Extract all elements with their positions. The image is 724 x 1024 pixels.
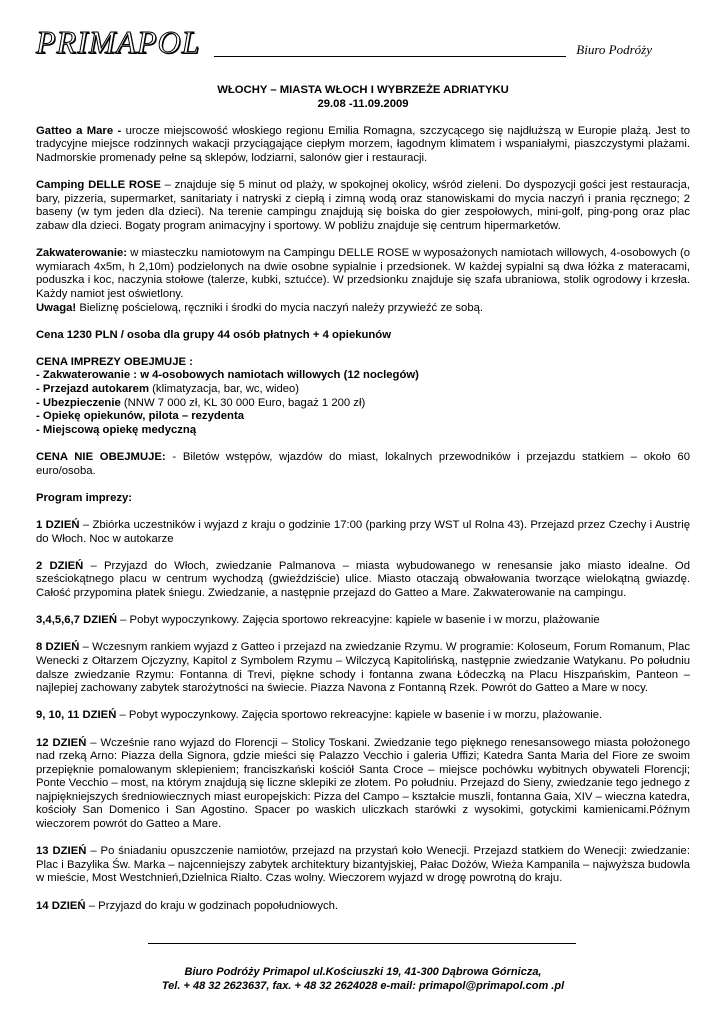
day-label: 8 DZIEŃ	[36, 641, 80, 654]
list-item	[36, 424, 690, 438]
letterhead	[36, 24, 656, 60]
day-text: – Przyjazd do kraju w godzinach popołudniowych.	[85, 899, 339, 912]
header-agency-label: Biuro Podróży	[576, 42, 652, 57]
intro-bold: Gatteo a Mare -	[36, 124, 122, 137]
camping-text: – znajduje się 5 minut od plaży, w spokojnej okolicy, wśród zieleni. Do dyspozycji gości jest restauracja, bary, pizzeria, supermarket, sanitariaty i natryski z ciepłą i zimną wodą oraz stanowiskami do mycia naczyń i prania ręcznego; 2 baseny (w tym jeden dla dzieci). Na terenie campingu znajdują się boiska do gier zespołowych, mini-golf, ping-pong oraz plac zabaw dla dzieci. Bogaty program animacyjny i sportowy. W pobliżu znajduje się centrum hipermarketów.	[36, 179, 690, 232]
accommodation-text: w miasteczku namiotowym na Campingu DELLE ROSE w wyposażonych namiotach willowych, 4-osobowych (o wymiarach 4x5m, h 2,10m) podzielonych na dwie osobne sypialnie i przedsionek. W każdej sypialni są dwa łóżka z materacami, poduszka i koc, naczynia stołowe (talerze, kubki, sztućce). W przedsionku znajduje się szafa ubraniowa, stolik ogrodowy i krzesła. Każdy namiot jest oświetlony.	[36, 247, 690, 300]
excludes-paragraph	[36, 451, 690, 478]
day-paragraph	[36, 709, 690, 723]
item-bold: - Przejazd autokarem	[36, 383, 150, 396]
list-item	[36, 369, 690, 383]
accommodation-paragraph	[36, 247, 690, 315]
day-paragraph	[36, 519, 690, 546]
camping-paragraph	[36, 179, 690, 233]
item-text: (NNW 7 000 zł, KL 30 000 Euro, bagaż 1 200 zł)	[120, 396, 366, 409]
header-rule	[214, 56, 566, 57]
camping-bold: Camping DELLE ROSE	[36, 179, 161, 192]
day-paragraph	[36, 737, 690, 832]
includes-heading-text: CENA IMPREZY OBEJMUJE :	[36, 355, 193, 368]
item-bold: - Ubezpieczenie	[36, 396, 121, 409]
title-dates: 29.08 -11.09.2009	[317, 97, 409, 110]
includes-list	[36, 369, 690, 437]
price-text: Cena 1230 PLN / osoba dla grupy 44 osób płatnych + 4 opiekunów	[36, 328, 391, 341]
day-text: – Po śniadaniu opuszczenie namiotów, przejazd na przystań koło Wenecji. Przejazd statkiem do Wenecji: zwiedzanie: Plac i Bazylika Św. Marka – najcenniejszy zabytek architektury bizantyjskiej, Pałac Dożów, Wieża Kampanila – najwyższa budowla w mieście, Most Westchnień,Dzielnica Rialto. Czas wolny. Wieczorem wyjazd w drogę powrotną do kraju.	[36, 845, 690, 885]
footer-rule	[148, 943, 576, 944]
day-label: 9, 10, 11 DZIEŃ	[36, 709, 117, 722]
day-label: 13 DZIEŃ	[36, 845, 87, 858]
day-text: – Zbiórka uczestników i wyjazd z kraju o godzinie 17:00 (parking przy WST ul Rolna 43). Przejazd przez Czechy i Austrię do Włoch. Noc w autokarze	[36, 519, 690, 545]
item-bold: - Miejscową opiekę medyczną	[36, 423, 197, 436]
item-bold: - Opiekę opiekunów, pilota – rezydenta	[36, 410, 244, 423]
day-text: – Pobyt wypoczynkowy. Zajęcia sportowo rekreacyjne: kąpiele w basenie i w morzu, plażowanie.	[116, 709, 603, 722]
excludes-bold: CENA NIE OBEJMUJE:	[36, 451, 166, 464]
list-item	[36, 397, 690, 411]
day-paragraph	[36, 614, 690, 628]
excludes-text: - Biletów wstępów, wjazdów do miast, lokalnych przewodników i przejazdu statkiem – około 60 euro/osoba.	[36, 451, 690, 477]
list-item	[36, 383, 690, 397]
day-label: 3,4,5,6,7 DZIEŃ	[36, 614, 117, 627]
item-bold: - Zakwaterowanie : w 4-osobowych namiotach willowych (12 noclegów)	[36, 369, 419, 382]
day-text: – Przyjazd do Włoch, zwiedzanie Palmanova – miasta wybudowanego w renesansie jako miasto idealne. Od sześciokątnego placu w centrum wychodzą (gwieździście) ulice. Miasto otaczają obwałowania tworzące wielokątną gwiazdę. Całość przypomina płatek śniegu. Zwiedzanie, a następnie przejazd do Gatteo a Mare. Zakwaterowanie na campingu.	[36, 559, 691, 599]
day-paragraph	[36, 641, 690, 695]
day-paragraph	[36, 900, 690, 914]
includes-heading	[36, 356, 690, 370]
program-heading-text: Program imprezy:	[36, 491, 133, 504]
price-paragraph	[36, 329, 690, 343]
item-text: (klimatyzacja, bar, wc, wideo)	[149, 383, 300, 396]
note-text: Bieliznę pościelową, ręczniki i środki do mycia naczyń należy przywieźć ze sobą.	[76, 301, 484, 314]
footer-address: Biuro Podróży Primapol ul.Kościuszki 19, 41-300 Dąbrowa Górnicza,	[184, 966, 542, 978]
intro-paragraph	[36, 125, 690, 166]
day-text: – Wczesnym rankiem wyjazd z Gatteo i przejazd na zwiedzanie Rzymu. W programie: Koloseum, Forum Romanum, Plac Wenecki z Ołtarzem Ojczyzny, Kapitol z Symbolem Rzymu – Wilczycą Kapitolińską, następnie zwiedzanie Watykanu. Po południu dalsze zwiedzanie Rzymu: Fontanna di Trevi, piękne schody i fontanna zwana Łódeczką na Placu Hiszpańskim, Panteon – najlepiej zachowany zabytek starożytności na świecie. Piazza Navona z Fontanną Rzek. Powrót do Gatteo a Mare w nocy.	[36, 641, 690, 695]
day-label: 2 DZIEŃ	[36, 559, 84, 572]
footer-contact	[36, 966, 690, 993]
day-paragraph	[36, 560, 690, 601]
day-label: 12 DZIEŃ	[36, 736, 87, 749]
day-label: 1 DZIEŃ	[36, 519, 80, 531]
title-line-1: WŁOCHY – MIASTA WŁOCH I WYBRZEŻE ADRIATYKU	[217, 84, 509, 96]
day-paragraph	[36, 845, 690, 886]
company-logo: PRIMAPOL	[36, 24, 201, 60]
day-text: – Pobyt wypoczynkowy. Zajęcia sportowo rekreacyjne: kąpiele w basenie i w morzu, plażowanie	[117, 614, 600, 627]
footer-phone-email: Tel. + 48 32 2623637, fax. + 48 32 2624028 e-mail: primapol@primapol.com .pl	[161, 979, 565, 992]
document-body	[36, 84, 690, 927]
document-title	[36, 84, 690, 111]
accommodation-bold: Zakwaterowanie:	[36, 247, 128, 260]
program-heading	[36, 492, 690, 506]
intro-text: urocze miejscowość włoskiego regionu Emilia Romagna, szczycącego się najdłuższą w Europie plażą. Jest to tradycyjne miejsce rodzinnych wakacji przyciągające ciepłym morzem, łagodnym klimatem i wspaniałymi, piaszczystymi plażami. Nadmorskie promenady pełne są sklepów, lodziarni, salonów gier i restauracji.	[36, 124, 690, 164]
day-label: 14 DZIEŃ	[36, 899, 86, 912]
note-bold: Uwaga!	[36, 301, 77, 314]
list-item	[36, 410, 690, 424]
day-text: – Wcześnie rano wyjazd do Florencji – Stolicy Toskani. Zwiedzanie tego pięknego renesansowego miasta położonego nad rzeką Arno: Piazza della Signora, gdzie mieści się Palazzo Vecchio i galeria Uffizi; Katedra Santa Maria del Fiore ze swoim przepięknie pomalowanym sklepieniem; franciszkański kościół Santa Croce – miejsce pochówku wybitnych obywateli Florencji; Ponte Vecchio – most, na którym znajdują się liczne sklepiki ze złotem. Po południu. Przejazd do Sieny, zwiedzanie tego jednego z najpiękniejszych średniowiecznych miast europejskich: Pizza del Campo – kształcie muszli, fontanna Gaia, XIV – wieczna katedra, kościoły San Domenico i San Agostino. Spacer po waskich uliczkach starówki z wysokimi, gotyckimi kamienicami.Późnym wieczorem powrót do Gatteo a Mare.	[36, 736, 690, 831]
